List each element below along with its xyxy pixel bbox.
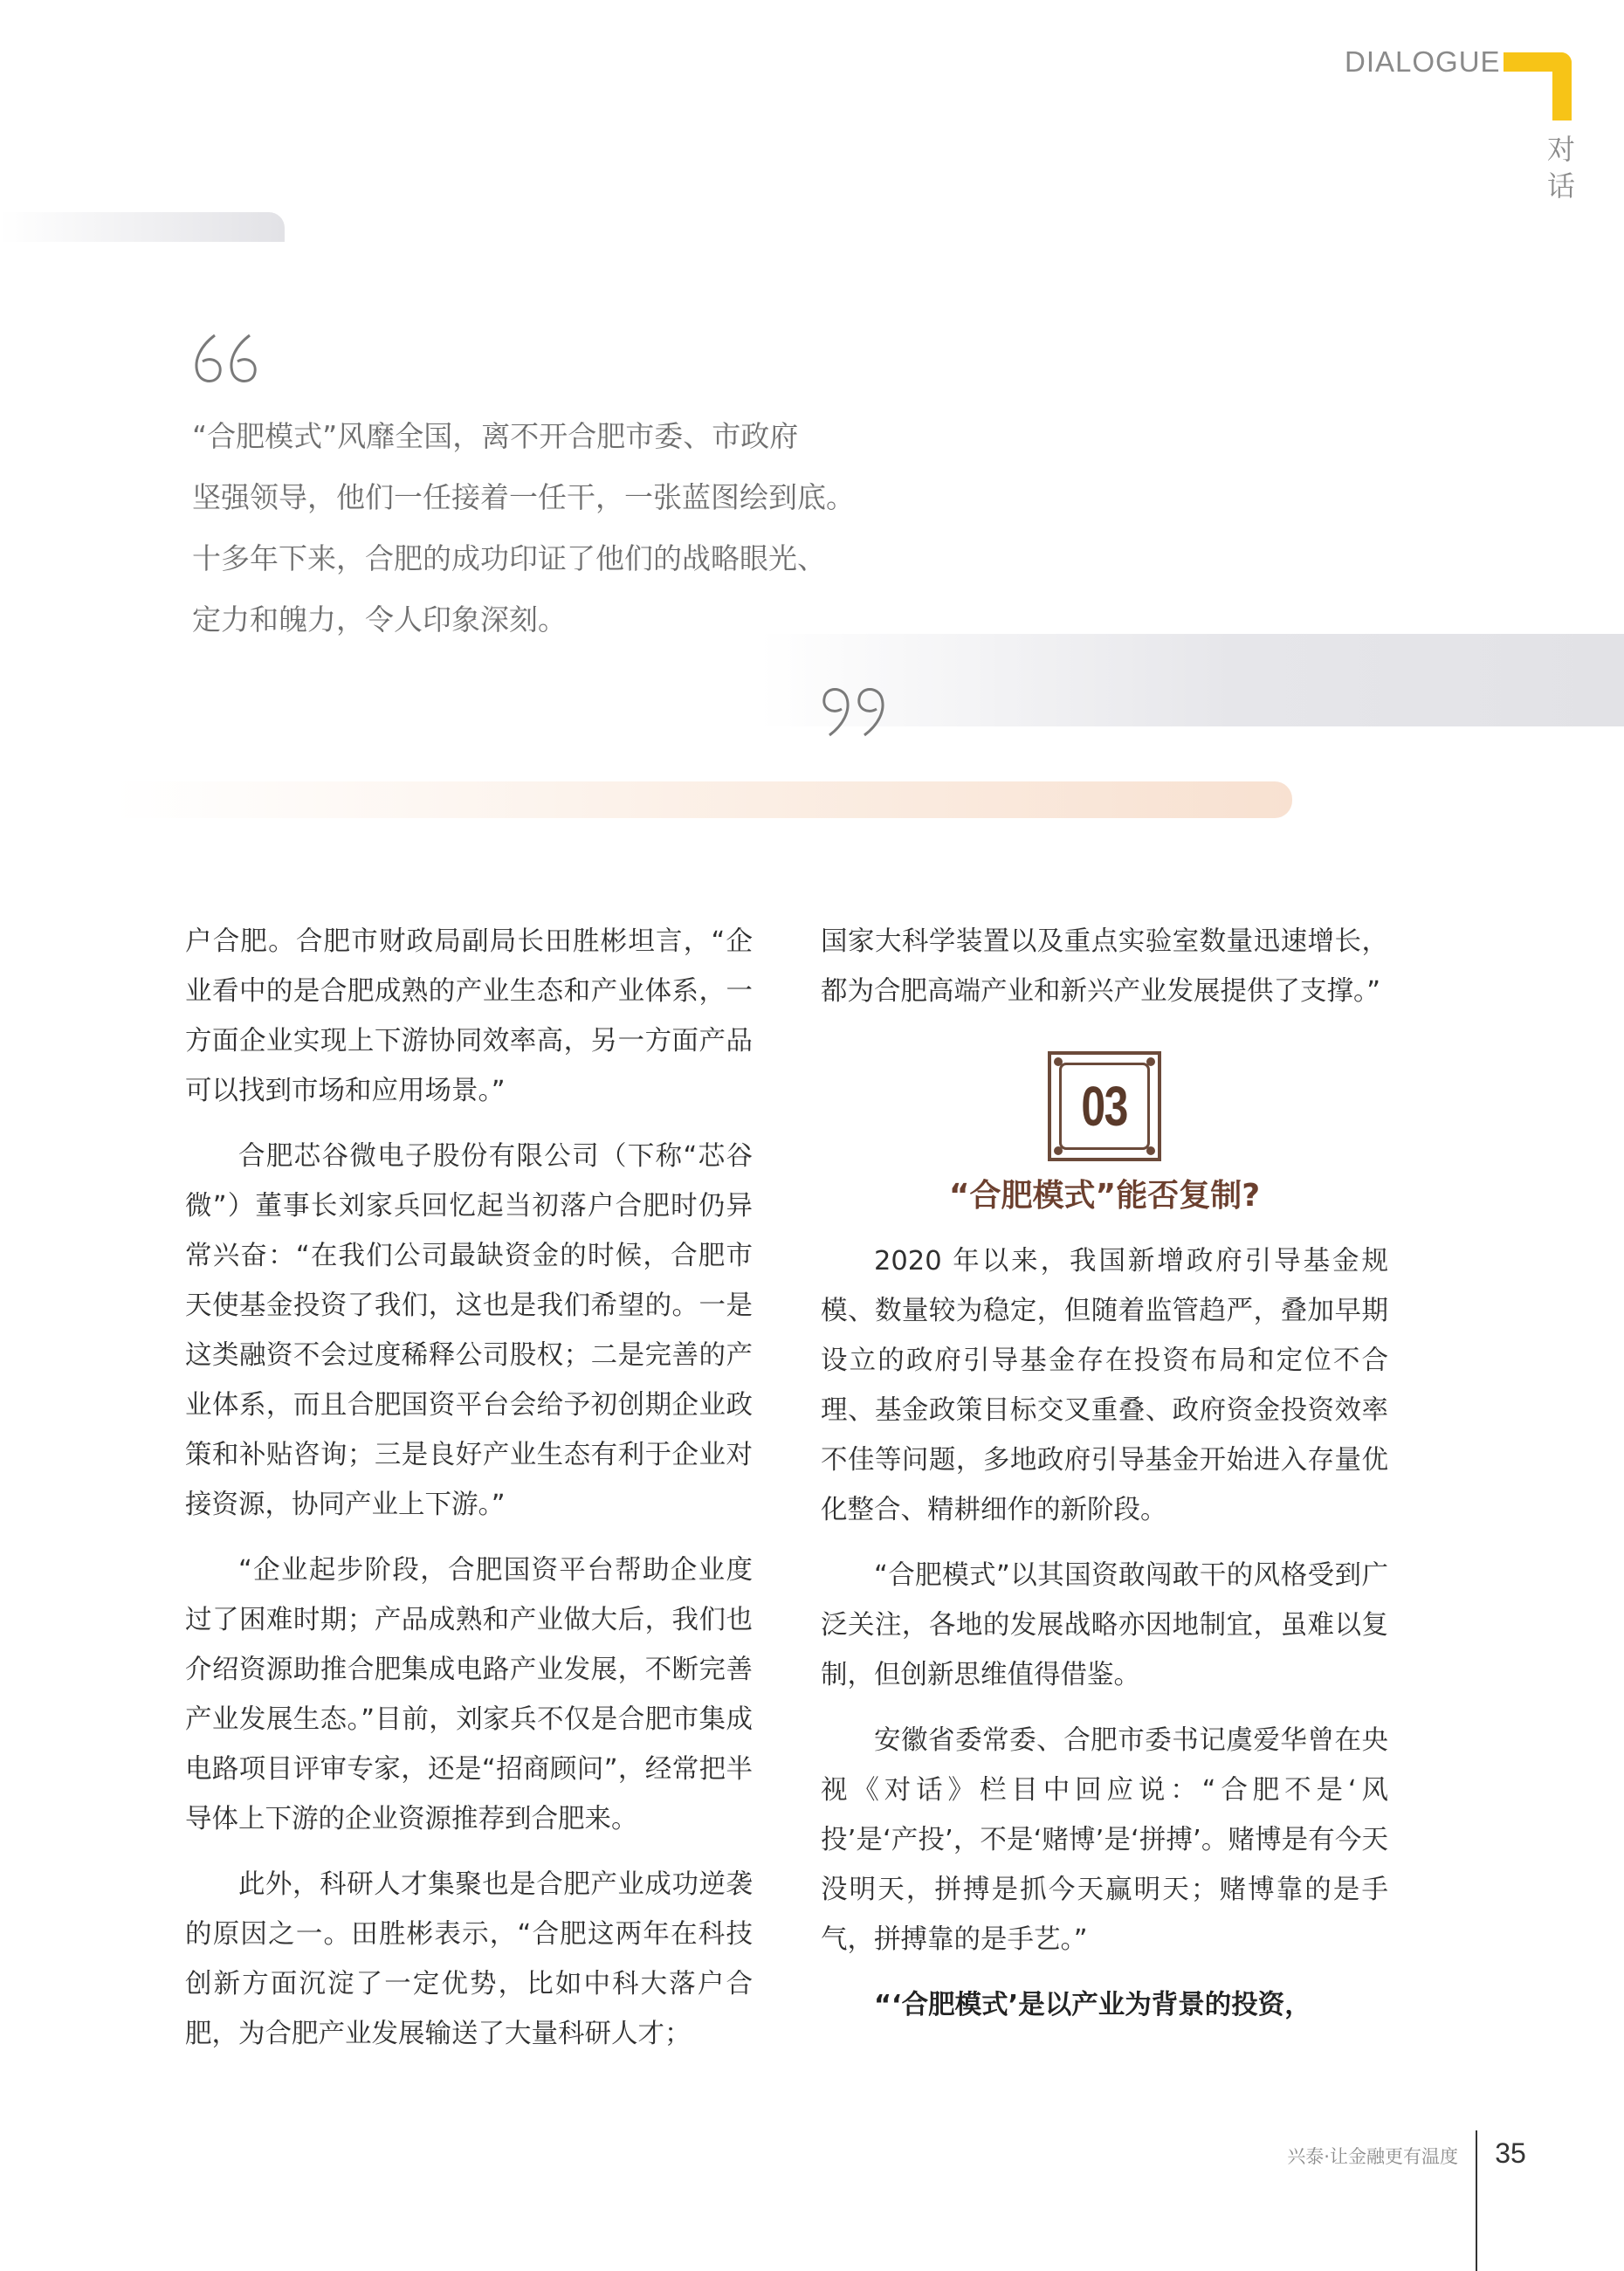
section-label-cn (1544, 131, 1579, 204)
pull-quote (192, 406, 908, 650)
paragraph: 2020 年以来，我国新增政府引导基金规模、数量较为稳定，但随着监管趋严，叠加早期设立的政府引导基金存在投资布局和定位不合理、基金政策目标交叉重叠、政府资金投资效率不佳等问题，多地政府引导基金开始进入存量优化整合、精耕细作的新阶段。 (821, 1246, 1388, 1525)
pull-quote-line: 定力和魄力，令人印象深刻。 (192, 602, 567, 637)
corner-bracket-decoration (1504, 52, 1572, 120)
section-label-cn-line2: 话 (1546, 169, 1575, 203)
decorative-band-peach (114, 781, 1292, 818)
pull-quote-line: 坚强领导，他们一任接着一任干，一张蓝图绘到底。 (192, 480, 855, 514)
close-quote-icon (812, 681, 891, 742)
open-quote-icon (189, 328, 267, 389)
page-number: 35 (1495, 2137, 1526, 2169)
section-label-en: DIALOGUE (1345, 45, 1501, 78)
pull-quote-line: 十多年下来，合肥的成功印证了他们的战略眼光、 (192, 541, 826, 575)
paragraph: 安徽省委常委、合肥市委书记虞爱华曾在央视《对话》栏目中回应说：“合肥不是‘风投’是‘产投’，不是‘赌博’是‘拼搏’。赌博是有今天没明天，拼搏是抓今天赢明天；赌博靠的是手气，拼搏靠的是手艺。” (821, 1725, 1388, 1955)
paragraph: 此外，科研人才集聚也是合肥产业成功逆袭的原因之一。田胜彬表示，“合肥这两年在科技创新方面沉淀了一定优势，比如中科大落户合肥，为合肥产业发展输送了大量科研人才； (185, 1869, 753, 2049)
section-number: 03 (1081, 1074, 1128, 1138)
paragraph: 国家大科学装置以及重点实验室数量迅速增长，都为合肥高端产业和新兴产业发展提供了支撑。” (821, 926, 1388, 1007)
footer-divider (1476, 2130, 1477, 2271)
section-label-cn-line1: 对 (1546, 133, 1575, 166)
section-number-badge (1048, 1051, 1161, 1161)
section-heading: “合肥模式”能否复制? (948, 1178, 1261, 1214)
decorative-band-top (0, 212, 285, 242)
paragraph: 户合肥。合肥市财政局副局长田胜彬坦言，“企业看中的是合肥成熟的产业生态和产业体系，一方面企业实现上下游协同效率高，另一方面产品可以找到市场和应用场景。” (185, 926, 753, 1106)
paragraph-bold: “‘合肥模式’是以产业为背景的投资， (874, 1990, 1311, 2020)
paragraph: “合肥模式”以其国资敢闯敢干的风格受到广泛关注，各地的发展战略亦因地制宜，虽难以复制，但创新思维值得借鉴。 (821, 1560, 1388, 1690)
paragraph: “企业起步阶段，合肥国资平台帮助企业度过了困难时期；产品成熟和产业做大后，我们也介绍资源助推合肥集成电路产业发展，不断完善产业发展生态。”目前，刘家兵不仅是合肥市集成电路项目评审专家，还是“招商顾问”，经常把半导体上下游的企业资源推荐到合肥来。 (185, 1555, 753, 1834)
article-left-column (185, 917, 753, 2075)
article-right-column (821, 917, 1388, 2046)
pull-quote-line: “合肥模式”风靡全国，离不开合肥市委、市政府 (192, 419, 799, 453)
footer-slogan: 兴泰·让金融更有温度 (1287, 2146, 1458, 2167)
paragraph: 合肥芯谷微电子股份有限公司（下称“芯谷微”）董事长刘家兵回忆起当初落户合肥时仍异常兴奋：“在我们公司最缺资金的时候，合肥市天使基金投资了我们，这也是我们希望的。一是这类融资不会过度稀释公司股权；二是完善的产业体系，而且合肥国资平台会给予初创期企业政策和补贴咨询；三是良好产业生态有利于企业对接资源，协同产业上下游。” (185, 1141, 753, 1520)
